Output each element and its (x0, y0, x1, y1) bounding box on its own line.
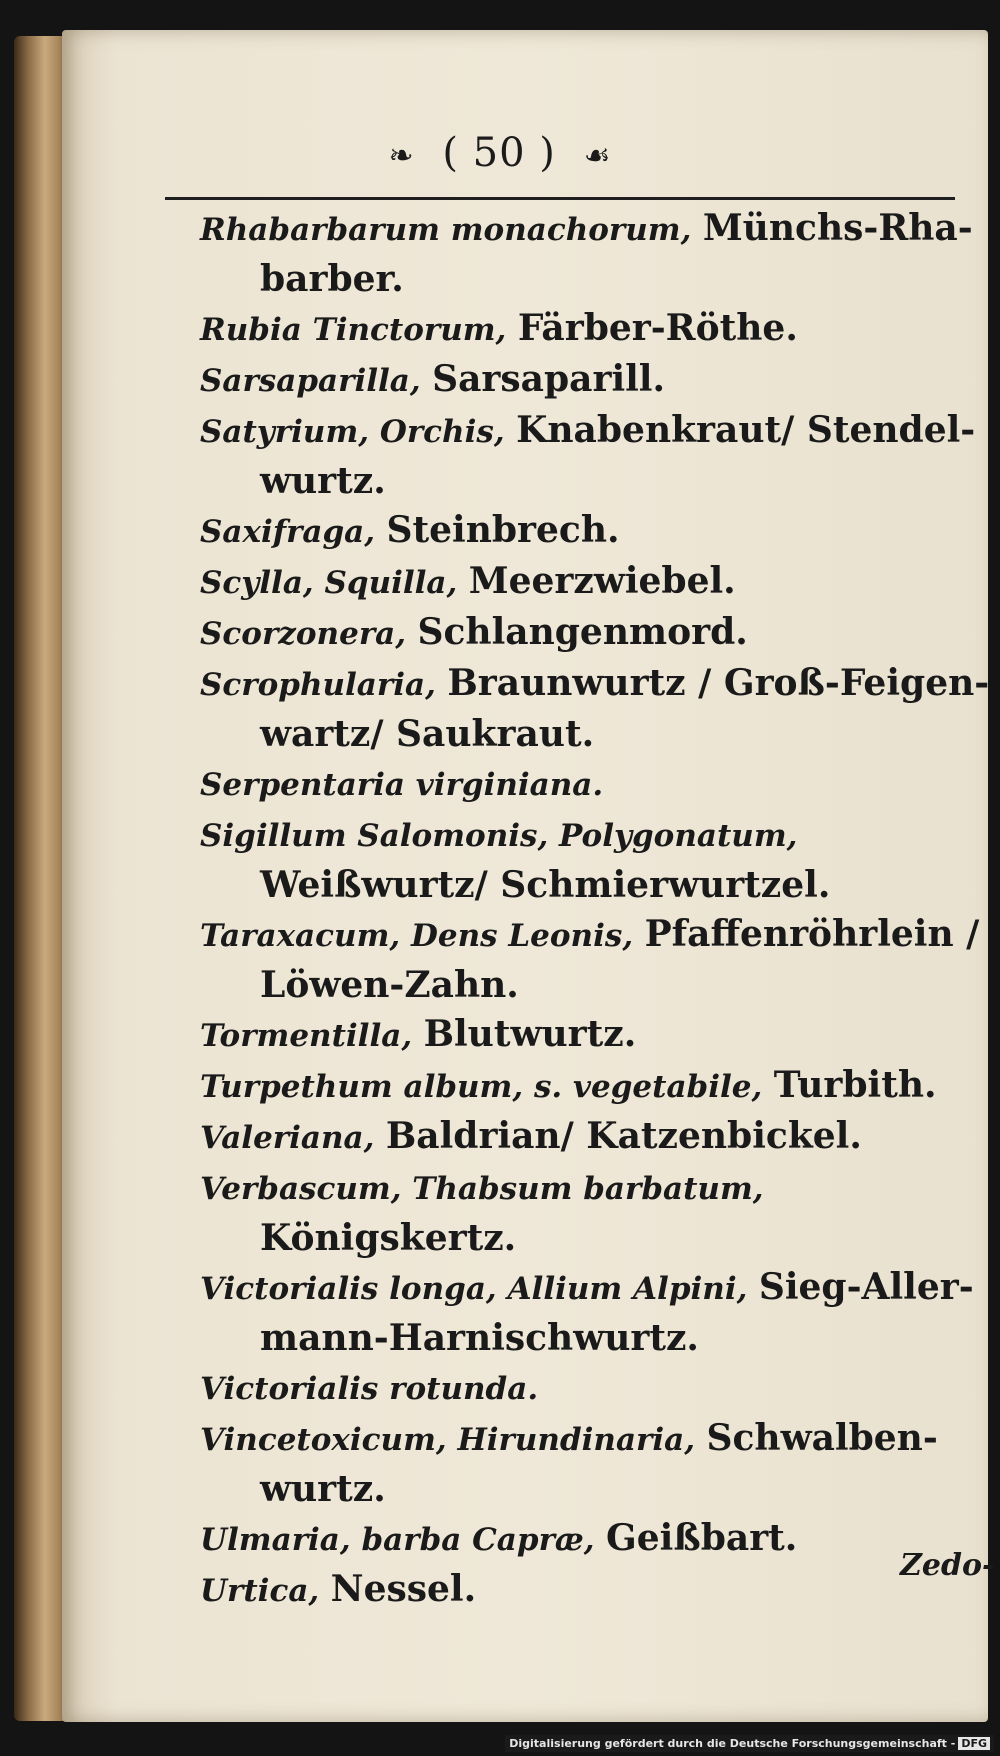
german-name: Knabenkraut/ Stendel-wurtz. (260, 409, 976, 502)
ornament-right-icon: ☙ (583, 138, 612, 174)
german-name: Geißbart. (606, 1517, 798, 1559)
list-item (200, 304, 990, 355)
latin-name: Taraxacum, Dens Leonis, (200, 918, 634, 954)
list-item (200, 1061, 990, 1112)
catchword: Zedo- (900, 1548, 995, 1583)
list-item (200, 406, 990, 506)
latin-name: Tormentilla, (200, 1018, 413, 1054)
list-item (200, 1414, 990, 1514)
latin-name: Rhabarbarum monachorum, (200, 212, 692, 248)
german-name: Steinbrech. (386, 509, 620, 551)
page-header (0, 130, 1000, 176)
latin-name: Saxifraga, (200, 514, 376, 550)
german-name: Sarsaparill. (432, 358, 666, 400)
page-number: ( 50 ) (442, 130, 556, 176)
list-item (200, 759, 990, 810)
latin-name: Scrophularia, (200, 667, 436, 703)
ornament-left-icon: ❧ (388, 138, 415, 174)
latin-name: Victorialis longa, Allium Alpini, (200, 1271, 748, 1307)
list-item (200, 355, 990, 406)
dfg-logo: DFG (958, 1737, 990, 1750)
latin-name: Scylla, Squilla, (200, 565, 458, 601)
german-name: Turbith. (773, 1064, 937, 1106)
list-item (200, 1010, 990, 1061)
list-item (200, 608, 990, 659)
list-item (200, 810, 990, 910)
german-name: Blutwurtz. (423, 1013, 637, 1055)
german-name: Münchs-Rha-barber. (260, 207, 973, 300)
header-rule (165, 197, 955, 200)
list-item (200, 1263, 990, 1363)
digitization-credit (505, 1735, 994, 1752)
german-name: Nessel. (330, 1568, 477, 1610)
list-item (200, 1163, 990, 1263)
german-name: Baldrian/ Katzenbickel. (385, 1115, 862, 1157)
latin-name: Satyrium, Orchis, (200, 414, 505, 450)
german-name: Schwalben-wurtz. (260, 1417, 938, 1510)
entry-list (200, 204, 990, 1616)
list-item (200, 506, 990, 557)
list-item (200, 659, 990, 759)
latin-name: Valeriana, (200, 1120, 375, 1156)
latin-name: Victorialis rotunda. (200, 1371, 539, 1407)
list-item (200, 1565, 990, 1616)
german-name: Weißwurtz/ Schmierwurtzel. (260, 864, 831, 906)
list-item (200, 204, 990, 304)
german-name: Königskertz. (260, 1217, 517, 1259)
german-name: Schlangenmord. (417, 611, 748, 653)
list-item (200, 910, 990, 1010)
latin-name: Ulmaria, barba Capræ, (200, 1522, 595, 1558)
latin-name: Urtica, (200, 1573, 320, 1609)
latin-name: Sigillum Salomonis, Polygonatum, (200, 818, 798, 854)
latin-name: Verbascum, Thabsum barbatum, (200, 1171, 764, 1207)
list-item (200, 1112, 990, 1163)
latin-name: Turpethum album, s. vegetabile, (200, 1069, 763, 1105)
latin-name: Vincetoxicum, Hirundinaria, (200, 1422, 696, 1458)
german-name: Pfaffenröhrlein / Löwen-Zahn. (260, 913, 980, 1006)
list-item (200, 557, 990, 608)
german-name: Färber-Röthe. (517, 307, 798, 349)
german-name: Braunwurtz / Groß-Feigen-wartz/ Saukraut. (260, 662, 990, 755)
latin-name: Rubia Tinctorum, (200, 312, 507, 348)
list-item (200, 1514, 990, 1565)
german-name: Meerzwiebel. (468, 560, 736, 602)
latin-name: Scorzonera, (200, 616, 407, 652)
german-name: Sieg-Aller-mann-Harnischwurtz. (260, 1266, 974, 1359)
list-item (200, 1363, 990, 1414)
latin-name: Sarsaparilla, (200, 363, 421, 399)
credit-text: Digitalisierung gefördert durch die Deutsche Forschungsgemeinschaft - (509, 1737, 956, 1750)
latin-name: Serpentaria virginiana. (200, 767, 604, 803)
